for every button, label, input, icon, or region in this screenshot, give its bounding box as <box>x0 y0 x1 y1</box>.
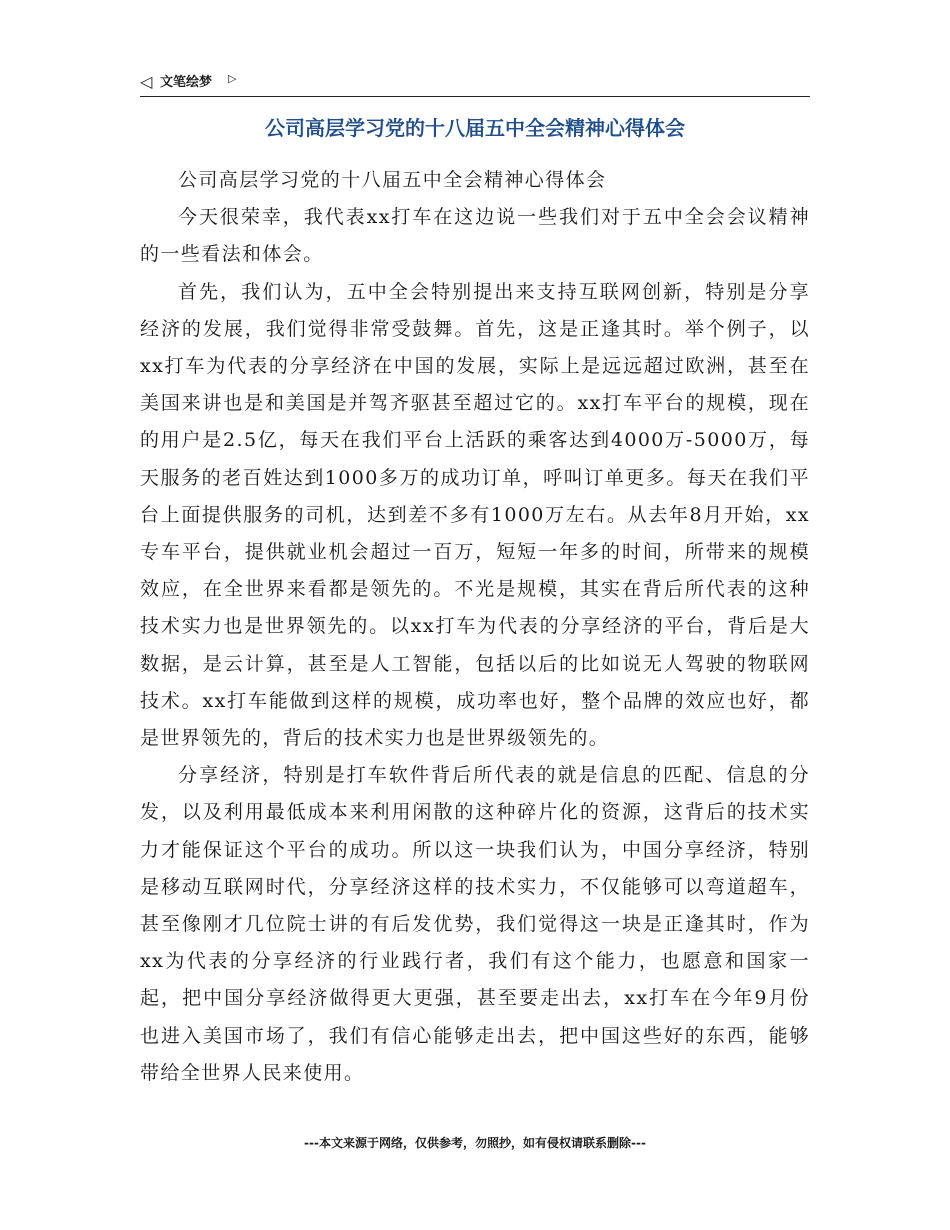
paragraph-subtitle: 公司高层学习党的十八届五中全会精神心得体会 <box>178 169 607 191</box>
paragraph-intro: 今天很荣幸，我代表xx打车在这边说一些我们对于五中全会会议精神的一些看法和体会。 <box>140 206 810 266</box>
page-footer-disclaimer: ---本文来源于网络，仅供参考，勿照抄，如有侵权请联系删除--- <box>304 1136 646 1150</box>
paragraph-first-point: 首先，我们认为，五中全会特别提出来支持互联网创新，特别是分享经济的发展，我们觉得非常受鼓舞。首先，这是正逢其时。举个例子，以xx打车为代表的分享经济在中国的发展，实际上是远远超过欧洲，甚至在美国来讲也是和美国是并驾齐驱甚至超过它的。xx打车平台的规模，现在的用户是2.5亿，每天在我们平台上活跃的乘客达到4000万-5000万，每天服务的老百姓达到1000多万的成功订单，呼叫订单更多。每天在我们平台上面提供服务的司机，达到差不多有1000万左右。从去年8月开始，xx专车平台，提供就业机会超过一百万，短短一年多的时间，所带来的规模效应，在全世界来看都是领先的。不光是规模，其实在背后所代表的这种技术实力也是世界领先的。以xx打车为代表的分享经济的平台，背后是大数据，是云计算，甚至是人工智能，包括以后的比如说无人驾驶的物联网技术。xx打车能做到这样的规模，成功率也好，整个品牌的效应也好，都是世界领先的，背后的技术实力也是世界级领先的。 <box>140 280 810 750</box>
left-triangle-icon: ◁ <box>140 72 153 91</box>
document-title: 公司高层学习党的十八届五中全会精神心得体会 <box>265 116 685 140</box>
right-triangle-icon: ▷ <box>228 72 237 85</box>
paragraph-sharing-economy: 分享经济，特别是打车软件背后所代表的就是信息的匹配、信息的分发，以及利用最低成本来利用闲散的这种碎片化的资源，这背后的技术实力才能保证这个平台的成功。所以这一块我们认为，中国分享经济，特别是移动互联网时代，分享经济这样的技术实力，不仅能够可以弯道超车，甚至像刚才几位院士讲的有后发优势，我们觉得这一块是正逢其时，作为xx为代表的分享经济的行业践行者，我们有这个能力，也愿意和国家一起，把中国分享经济做得更大更强，甚至要走出去，xx打车在今年9月份也进入美国市场了，我们有信心能够走出去，把中国这些好的东西，能够带给全世界人民来使用。 <box>140 764 810 1084</box>
brand-name: 文笔绘梦 <box>160 75 213 90</box>
document-body <box>140 162 810 1092</box>
page-header <box>140 70 810 97</box>
